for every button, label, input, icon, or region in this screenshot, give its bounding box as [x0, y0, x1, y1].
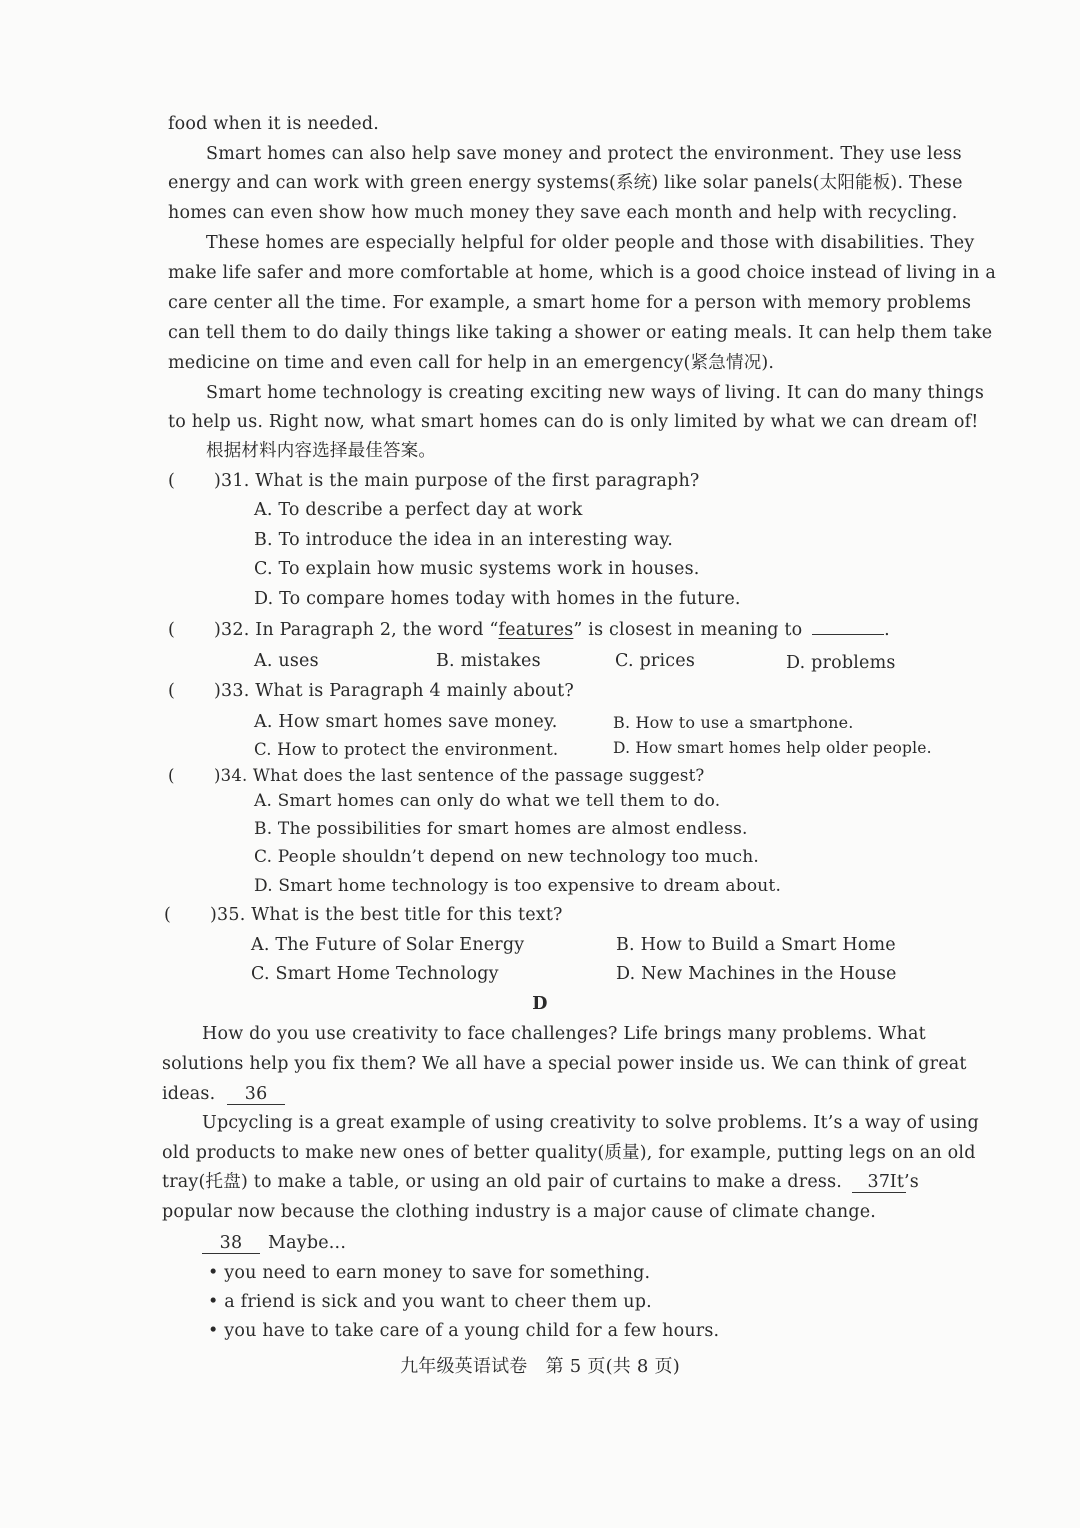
answer-paren: (: [168, 471, 176, 491]
q32-end: .: [884, 620, 890, 640]
q31-option-d: D. To compare homes today with homes in the future.: [254, 589, 741, 609]
bullet-item: • you have to take care of a young child for a few hours.: [208, 1321, 720, 1341]
answer-blank-37[interactable]: 37: [852, 1172, 906, 1193]
instruction: 根据材料内容选择最佳答案。: [206, 441, 437, 461]
bullet-item: • a friend is sick and you want to cheer them up.: [208, 1292, 652, 1312]
passage-line: medicine on time and even call for help in an emergency(紧急情况).: [168, 353, 775, 373]
p3-text: Maybe...: [268, 1233, 347, 1253]
q32-keyword: features: [498, 620, 574, 640]
q35-option-a: A. The Future of Solar Energy: [251, 935, 525, 955]
q31-option-c: C. To explain how music systems work in houses.: [254, 559, 700, 579]
passage-line: food when it is needed.: [168, 114, 379, 134]
passage-line: [162, 1171, 919, 1193]
q32-option-a: A. uses: [254, 651, 319, 671]
passage-line: old products to make new ones of better quality(质量), for example, putting legs on an old: [162, 1143, 976, 1163]
question-35: )35. What is the best title for this text?: [210, 905, 563, 925]
section-heading: D: [532, 994, 548, 1014]
q32-option-d: D. problems: [786, 653, 896, 673]
passage-line: [202, 1232, 346, 1254]
q33-option-b: B. How to use a smartphone.: [613, 713, 854, 732]
q32-option-c: C. prices: [615, 651, 695, 671]
q33-option-d: D. How smart homes help older people.: [613, 739, 932, 757]
passage-line: solutions help you fix them? We all have a special power inside us. We can think of great: [162, 1054, 967, 1074]
passage-line: How do you use creativity to face challenges? Life brings many problems. What: [202, 1024, 926, 1044]
answer-paren: (: [164, 905, 172, 925]
answer-blank-36[interactable]: 36: [227, 1084, 285, 1105]
q32-stem-after: ” is closest in meaning to: [573, 620, 803, 640]
passage-line: homes can even show how much money they save each month and help with recycling.: [168, 203, 958, 223]
page-footer: 九年级英语试卷 第 5 页(共 8 页): [400, 1356, 680, 1377]
q31-option-b: B. To introduce the idea in an interesting way.: [254, 530, 674, 550]
passage-line: make life safer and more comfortable at home, which is a good choice instead of living in a: [168, 263, 996, 283]
question-34: )34. What does the last sentence of the passage suggest?: [214, 766, 705, 785]
p2-line3-text: tray(托盘) to make a table, or using an old pair of curtains to make a dress.: [162, 1172, 843, 1192]
passage-line: popular now because the clothing industry is a major cause of climate change.: [162, 1202, 877, 1222]
q34-option-b: B. The possibilities for smart homes are almost endless.: [254, 819, 748, 839]
p1-last-text: ideas.: [162, 1084, 216, 1104]
q34-option-a: A. Smart homes can only do what we tell them to do.: [254, 791, 721, 811]
answer-paren: (: [168, 620, 176, 640]
q33-option-a: A. How smart homes save money.: [254, 712, 558, 732]
answer-blank-38[interactable]: 38: [202, 1233, 260, 1254]
q33-option-c: C. How to protect the environment.: [254, 740, 559, 759]
bullet-item: • you need to earn money to save for something.: [208, 1263, 651, 1283]
q35-option-b: B. How to Build a Smart Home: [616, 935, 896, 955]
p2-line3-end: It’s: [889, 1172, 919, 1192]
answer-paren: (: [168, 766, 175, 785]
q34-option-c: C. People shouldn’t depend on new technology too much.: [254, 847, 759, 867]
q32-option-b: B. mistakes: [436, 651, 541, 671]
passage-line: energy and can work with green energy systems(系统) like solar panels(太阳能板). These: [168, 173, 963, 193]
q31-option-a: A. To describe a perfect day at work: [254, 500, 583, 520]
question-33: )33. What is Paragraph 4 mainly about?: [214, 681, 575, 701]
question-32: [214, 619, 890, 641]
passage-line: [162, 1083, 285, 1105]
passage-line: to help us. Right now, what smart homes can do is only limited by what we can dream of!: [168, 412, 979, 432]
answer-paren: (: [168, 681, 176, 701]
passage-line: Smart homes can also help save money and protect the environment. They use less: [206, 144, 962, 164]
q35-option-d: D. New Machines in the House: [616, 964, 897, 984]
q35-option-c: C. Smart Home Technology: [251, 964, 499, 984]
q32-stem-before: )32. In Paragraph 2, the word “: [214, 620, 499, 640]
passage-line: These homes are especially helpful for older people and those with disabilities. They: [206, 233, 975, 253]
q34-option-d: D. Smart home technology is too expensive to dream about.: [254, 876, 782, 896]
answer-blank[interactable]: [812, 634, 884, 635]
question-31: )31. What is the main purpose of the first paragraph?: [214, 471, 700, 491]
passage-line: Upcycling is a great example of using creativity to solve problems. It’s a way of using: [202, 1113, 979, 1133]
passage-line: Smart home technology is creating exciting new ways of living. It can do many things: [206, 383, 985, 403]
passage-line: can tell them to do daily things like taking a shower or eating meals. It can help them take: [168, 323, 993, 343]
passage-line: care center all the time. For example, a smart home for a person with memory problems: [168, 293, 972, 313]
